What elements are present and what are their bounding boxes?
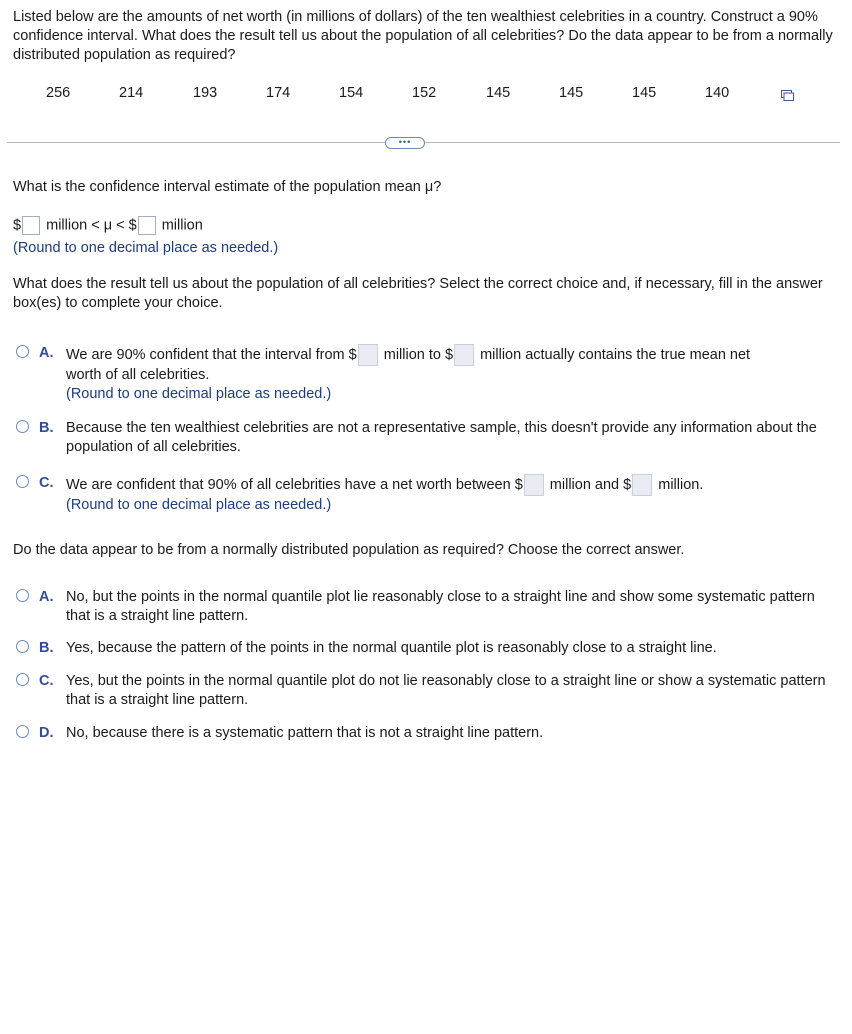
option-text: Yes, but the points in the normal quantile plot do not lie reasonably close to a straight line or show a systematic pattern that is a straight line pattern. [66, 673, 826, 708]
option-letter: A. [39, 345, 54, 361]
data-value: 193 [193, 85, 218, 101]
option-text-part: million actually contains the true mean net [480, 346, 751, 363]
q1-end-text: million [161, 217, 203, 234]
data-value: 145 [486, 85, 511, 101]
option-letter: C. [39, 475, 54, 491]
q3-option-c[interactable] [16, 672, 826, 712]
radio-button[interactable] [16, 589, 29, 602]
option-text-part: million to $ [383, 346, 454, 363]
q2-option-b[interactable] [16, 419, 826, 459]
q2a-lower-input[interactable] [358, 344, 378, 366]
q2-option-c[interactable] [16, 474, 826, 518]
dollar-sign: $ [13, 217, 22, 234]
data-value: 256 [46, 85, 71, 101]
data-value: 140 [705, 85, 730, 101]
q2-prompt: What does the result tell us about the population of all celebrities? Select the correct choice and, if necessary, fill in the answer box(es) to complete your choice. [13, 276, 823, 311]
option-text [66, 344, 826, 404]
option-hint: (Round to one decimal place as needed.) [66, 386, 332, 402]
data-value: 154 [339, 85, 364, 101]
copy-data-icon[interactable] [781, 90, 794, 101]
data-values-row [0, 85, 852, 105]
data-value: 145 [559, 85, 584, 101]
option-letter: A. [39, 589, 54, 605]
option-text: No, but the points in the normal quantile plot lie reasonably close to a straight line and show some systematic pattern that is a straight line pattern. [66, 589, 815, 624]
radio-button[interactable] [16, 345, 29, 358]
expand-more-button[interactable]: ••• [385, 137, 425, 149]
ci-upper-input[interactable] [138, 216, 156, 235]
q1-answer-line [13, 216, 203, 235]
option-text [66, 474, 826, 515]
q2-option-a[interactable] [16, 344, 826, 406]
radio-button[interactable] [16, 640, 29, 653]
option-hint: (Round to one decimal place as needed.) [66, 497, 332, 513]
radio-button[interactable] [16, 420, 29, 433]
option-text-part: We are confident that 90% of all celebrities have a net worth between $ [66, 476, 523, 493]
option-text: Yes, because the pattern of the points in the normal quantile plot is reasonably close to a straight line. [66, 640, 717, 656]
option-letter: B. [39, 640, 54, 656]
option-text: No, because there is a systematic pattern that is not a straight line pattern. [66, 725, 544, 741]
option-letter: D. [39, 725, 54, 741]
ci-lower-input[interactable] [22, 216, 40, 235]
option-text: Because the ten wealthiest celebrities are not a representative sample, this doesn't provide any information about the population of all celebrities. [66, 420, 817, 455]
q3-prompt: Do the data appear to be from a normally distributed population as required? Choose the correct answer. [13, 542, 685, 558]
question-intro: Listed below are the amounts of net worth (in millions of dollars) of the ten wealthiest celebrities in a country. Construct a 90% confidence interval. What does the result tell us about the population of all celebrities? Do the data appear to be from a normally distributed population as required? [13, 9, 833, 63]
q2c-upper-input[interactable] [632, 474, 652, 496]
option-text-part: million. [658, 476, 704, 493]
q1-hint: (Round to one decimal place as needed.) [13, 240, 279, 256]
q3-option-d[interactable] [16, 724, 826, 744]
option-letter: B. [39, 420, 54, 436]
data-value: 174 [266, 85, 291, 101]
option-text-part: worth of all celebrities. [66, 367, 210, 383]
data-value: 152 [412, 85, 437, 101]
option-text-part: We are 90% confident that the interval from $ [66, 346, 357, 363]
option-text-part: million and $ [549, 476, 632, 493]
radio-button[interactable] [16, 673, 29, 686]
radio-button[interactable] [16, 725, 29, 738]
q1-mid-text: million < μ < $ [46, 217, 137, 234]
q2a-upper-input[interactable] [454, 344, 474, 366]
q3-option-a[interactable] [16, 588, 826, 628]
data-value: 214 [119, 85, 144, 101]
q3-option-b[interactable] [16, 639, 826, 659]
q2c-lower-input[interactable] [524, 474, 544, 496]
option-letter: C. [39, 673, 54, 689]
data-value: 145 [632, 85, 657, 101]
radio-button[interactable] [16, 475, 29, 488]
q1-prompt: What is the confidence interval estimate of the population mean μ? [13, 179, 442, 195]
